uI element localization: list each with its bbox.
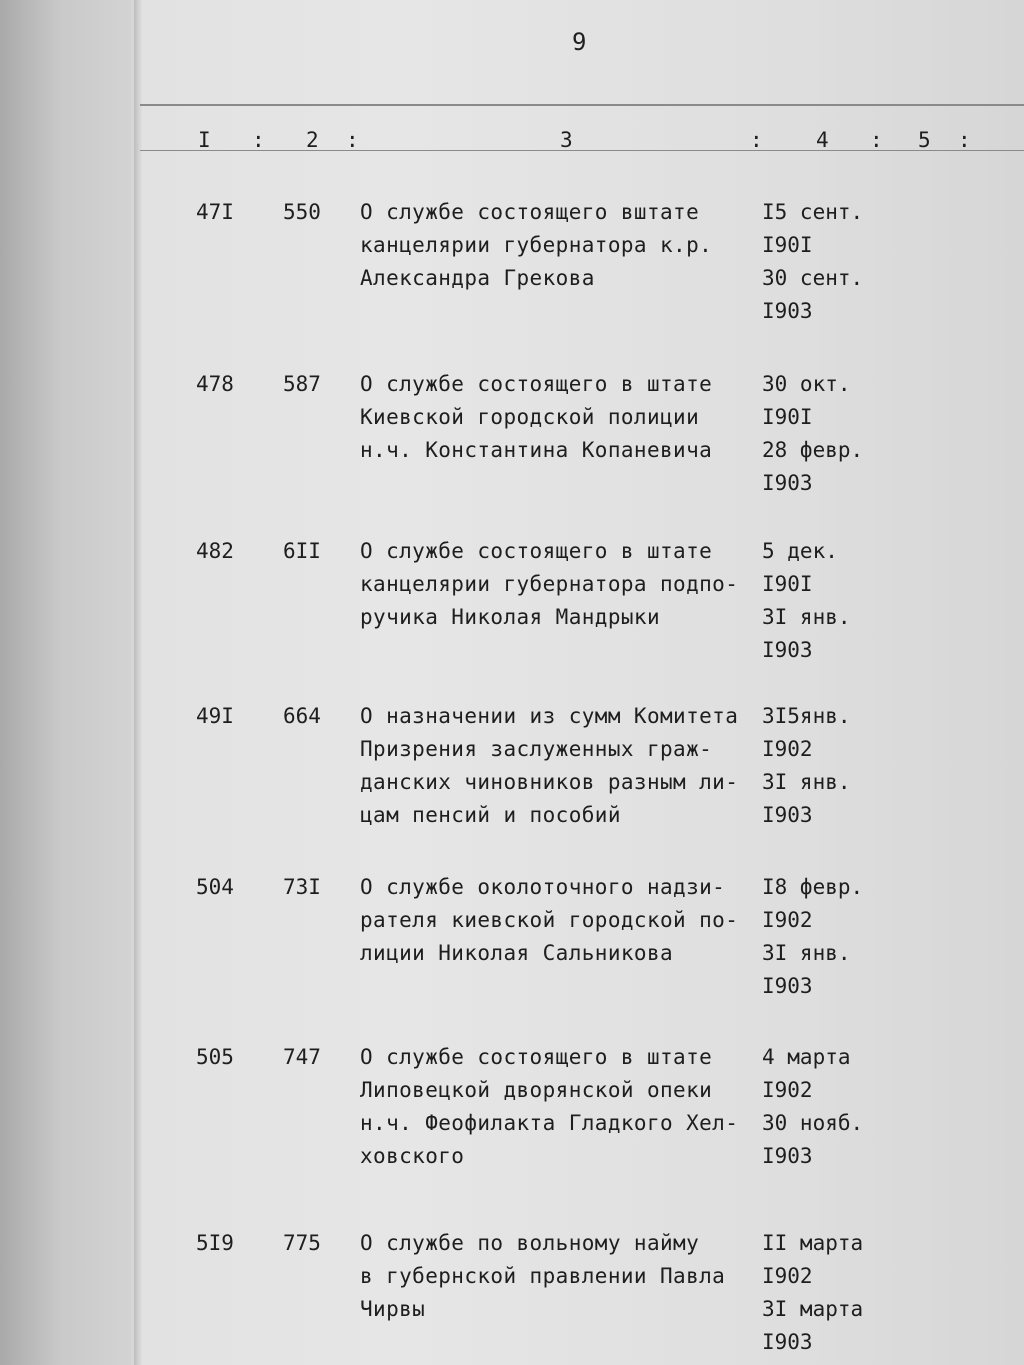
entry-number: 49I <box>196 704 234 728</box>
header-col4: 4 <box>816 128 829 152</box>
date-line: 28 февр. <box>762 438 864 462</box>
case-number: 747 <box>283 1045 321 1069</box>
date-line: I902 <box>762 1264 813 1288</box>
title-line: О службе состоящего в штате <box>360 539 713 563</box>
date-line: 3I янв. <box>762 941 851 965</box>
date-line: I90I <box>762 233 813 257</box>
header-col1: I <box>198 128 211 152</box>
date-line: I903 <box>762 1330 813 1354</box>
header-col3: 3 <box>560 128 573 152</box>
entry-dates <box>762 1227 863 1359</box>
entry-title <box>360 1041 738 1173</box>
date-line: I5 сент. <box>762 200 864 224</box>
title-line: данских чиновников разным ли- <box>360 770 739 794</box>
title-line: О назначении из сумм Комитета <box>360 704 739 728</box>
case-number: 587 <box>283 372 321 396</box>
date-line: I8 февр. <box>762 875 864 899</box>
entry-dates <box>762 1041 863 1173</box>
title-line: рателя киевской городской по- <box>360 908 739 932</box>
entry-number: 5I9 <box>196 1231 234 1255</box>
entry-dates <box>762 196 863 328</box>
title-line: О службе состоящего вштате <box>360 200 700 224</box>
header-col5: 5 <box>918 128 931 152</box>
entry-dates <box>762 368 863 500</box>
header-top-rule <box>140 104 1024 106</box>
entry-title <box>360 368 712 467</box>
date-line: 3I марта <box>762 1297 864 1321</box>
entry-dates <box>762 871 863 1003</box>
page-fold-shadow <box>134 0 142 1365</box>
date-line: 30 нояб. <box>762 1111 864 1135</box>
date-line: I903 <box>762 1144 813 1168</box>
header-bottom-rule <box>140 150 1024 151</box>
title-line: О службе по вольному найму <box>360 1231 700 1255</box>
date-line: I903 <box>762 638 813 662</box>
entry-number: 505 <box>196 1045 234 1069</box>
title-line: Киевской городской полиции <box>360 405 700 429</box>
title-line: канцелярии губернатора к.р. <box>360 233 713 257</box>
date-line: 30 окт. <box>762 372 851 396</box>
entry-title <box>360 700 738 832</box>
date-line: 3I5янв. <box>762 704 851 728</box>
title-line: н.ч. Феофилакта Гладкого Хел- <box>360 1111 739 1135</box>
date-line: 5 дек. <box>762 539 838 563</box>
date-line: 4 марта <box>762 1045 851 1069</box>
date-line: I903 <box>762 299 813 323</box>
entry-title <box>360 196 712 295</box>
title-line: лиции Николая Сальникова <box>360 941 674 965</box>
title-line: Призрения заслуженных граж- <box>360 737 713 761</box>
title-line: Чирвы <box>360 1297 426 1321</box>
date-line: I903 <box>762 974 813 998</box>
header-sep: : <box>958 128 971 152</box>
entry-title <box>360 1227 725 1326</box>
date-line: I90I <box>762 405 813 429</box>
date-line: II марта <box>762 1231 864 1255</box>
title-line: Липовецкой дворянской опеки <box>360 1078 713 1102</box>
date-line: I903 <box>762 471 813 495</box>
entry-dates <box>762 535 851 667</box>
case-number: 6II <box>283 539 321 563</box>
date-line: 30 сент. <box>762 266 864 290</box>
date-line: 3I янв. <box>762 770 851 794</box>
title-line: цам пенсий и пособий <box>360 803 621 827</box>
title-line: О службе состоящего в штате <box>360 1045 713 1069</box>
case-number: 775 <box>283 1231 321 1255</box>
date-line: 3I янв. <box>762 605 851 629</box>
case-number: 73I <box>283 875 321 899</box>
header-sep: : <box>252 128 265 152</box>
entry-number: 478 <box>196 372 234 396</box>
title-line: ховского <box>360 1144 465 1168</box>
title-line: О службе околоточного надзи- <box>360 875 726 899</box>
title-line: н.ч. Константина Копаневича <box>360 438 713 462</box>
entry-title <box>360 871 738 970</box>
header-sep: : <box>750 128 763 152</box>
entry-title <box>360 535 738 634</box>
date-line: I90I <box>762 572 813 596</box>
header-sep: : <box>346 128 359 152</box>
entry-number: 504 <box>196 875 234 899</box>
title-line: ручика Николая Мандрыки <box>360 605 660 629</box>
entry-dates <box>762 700 851 832</box>
date-line: I902 <box>762 737 813 761</box>
entry-number: 482 <box>196 539 234 563</box>
case-number: 550 <box>283 200 321 224</box>
entry-number: 47I <box>196 200 234 224</box>
date-line: I902 <box>762 1078 813 1102</box>
title-line: канцелярии губернатора подпо- <box>360 572 739 596</box>
title-line: Александра Грекова <box>360 266 595 290</box>
date-line: I903 <box>762 803 813 827</box>
title-line: в губернской правлении Павла <box>360 1264 726 1288</box>
case-number: 664 <box>283 704 321 728</box>
date-line: I902 <box>762 908 813 932</box>
page-number: 9 <box>572 28 587 56</box>
header-col2: 2 <box>306 128 319 152</box>
header-sep: : <box>870 128 883 152</box>
title-line: О службе состоящего в штате <box>360 372 713 396</box>
